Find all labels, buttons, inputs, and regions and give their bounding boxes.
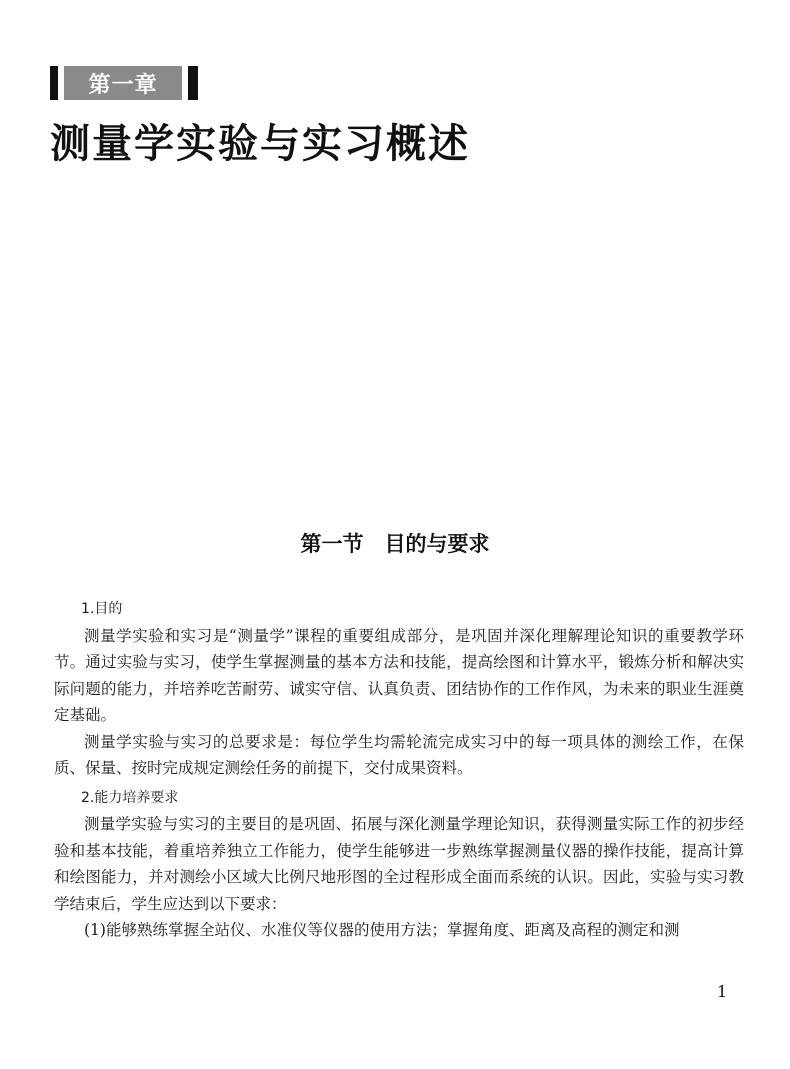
chapter-label	[50, 66, 198, 100]
ability-paragraph-1: 测量学实验与实习的主要目的是巩固、拓展与深化测量学理论知识，获得测量实际工作的初步经验和基本技能，着重培养独立工作能力，使学生能够进一步熟练掌握测量仪器的操作技能，提高计算和绘图能力，并对测绘小区域大比例尺地形图的全过程形成全面而系统的认识。因此，实验与实习教学结束后，学生应达到以下要求：	[54, 815, 744, 913]
body-text	[54, 596, 744, 944]
purpose-heading: 1.目的	[81, 601, 123, 617]
ability-heading: 2.能力培养要求	[81, 789, 179, 806]
chapter-title: 测量学实验与实习概述	[50, 121, 470, 167]
purpose-paragraph-1: 测量学实验和实习是“测量学”课程的重要组成部分，是巩固并深化理解理论知识的重要教学环节。通过实验与实习，使学生掌握测量的基本方法和技能，提高绘图和计算水平，锻炼分析和解决实际问题的能力，并培养吃苦耐劳、诚实守信、认真负责、团结协作的工作作风，为未来的职业生涯奠定基础。	[54, 626, 744, 724]
purpose-paragraph-2: 测量学实验与实习的总要求是：每位学生均需轮流完成实习中的每一项具体的测绘工作，在保质、保量、按时完成规定测绘任务的前提下，交付成果资料。	[54, 732, 744, 777]
chapter-label-text: 第一章	[64, 66, 182, 100]
ability-item-1: (1)能够熟练掌握全站仪、水准仪等仪器的使用方法；掌握角度、距离及高程的测定和测	[84, 921, 680, 939]
section-title: 第一节 目的与要求	[300, 531, 490, 556]
chapter-label-right-bar	[188, 66, 198, 100]
chapter-label-left-bar	[50, 66, 58, 100]
page-number: 1	[717, 982, 728, 1001]
